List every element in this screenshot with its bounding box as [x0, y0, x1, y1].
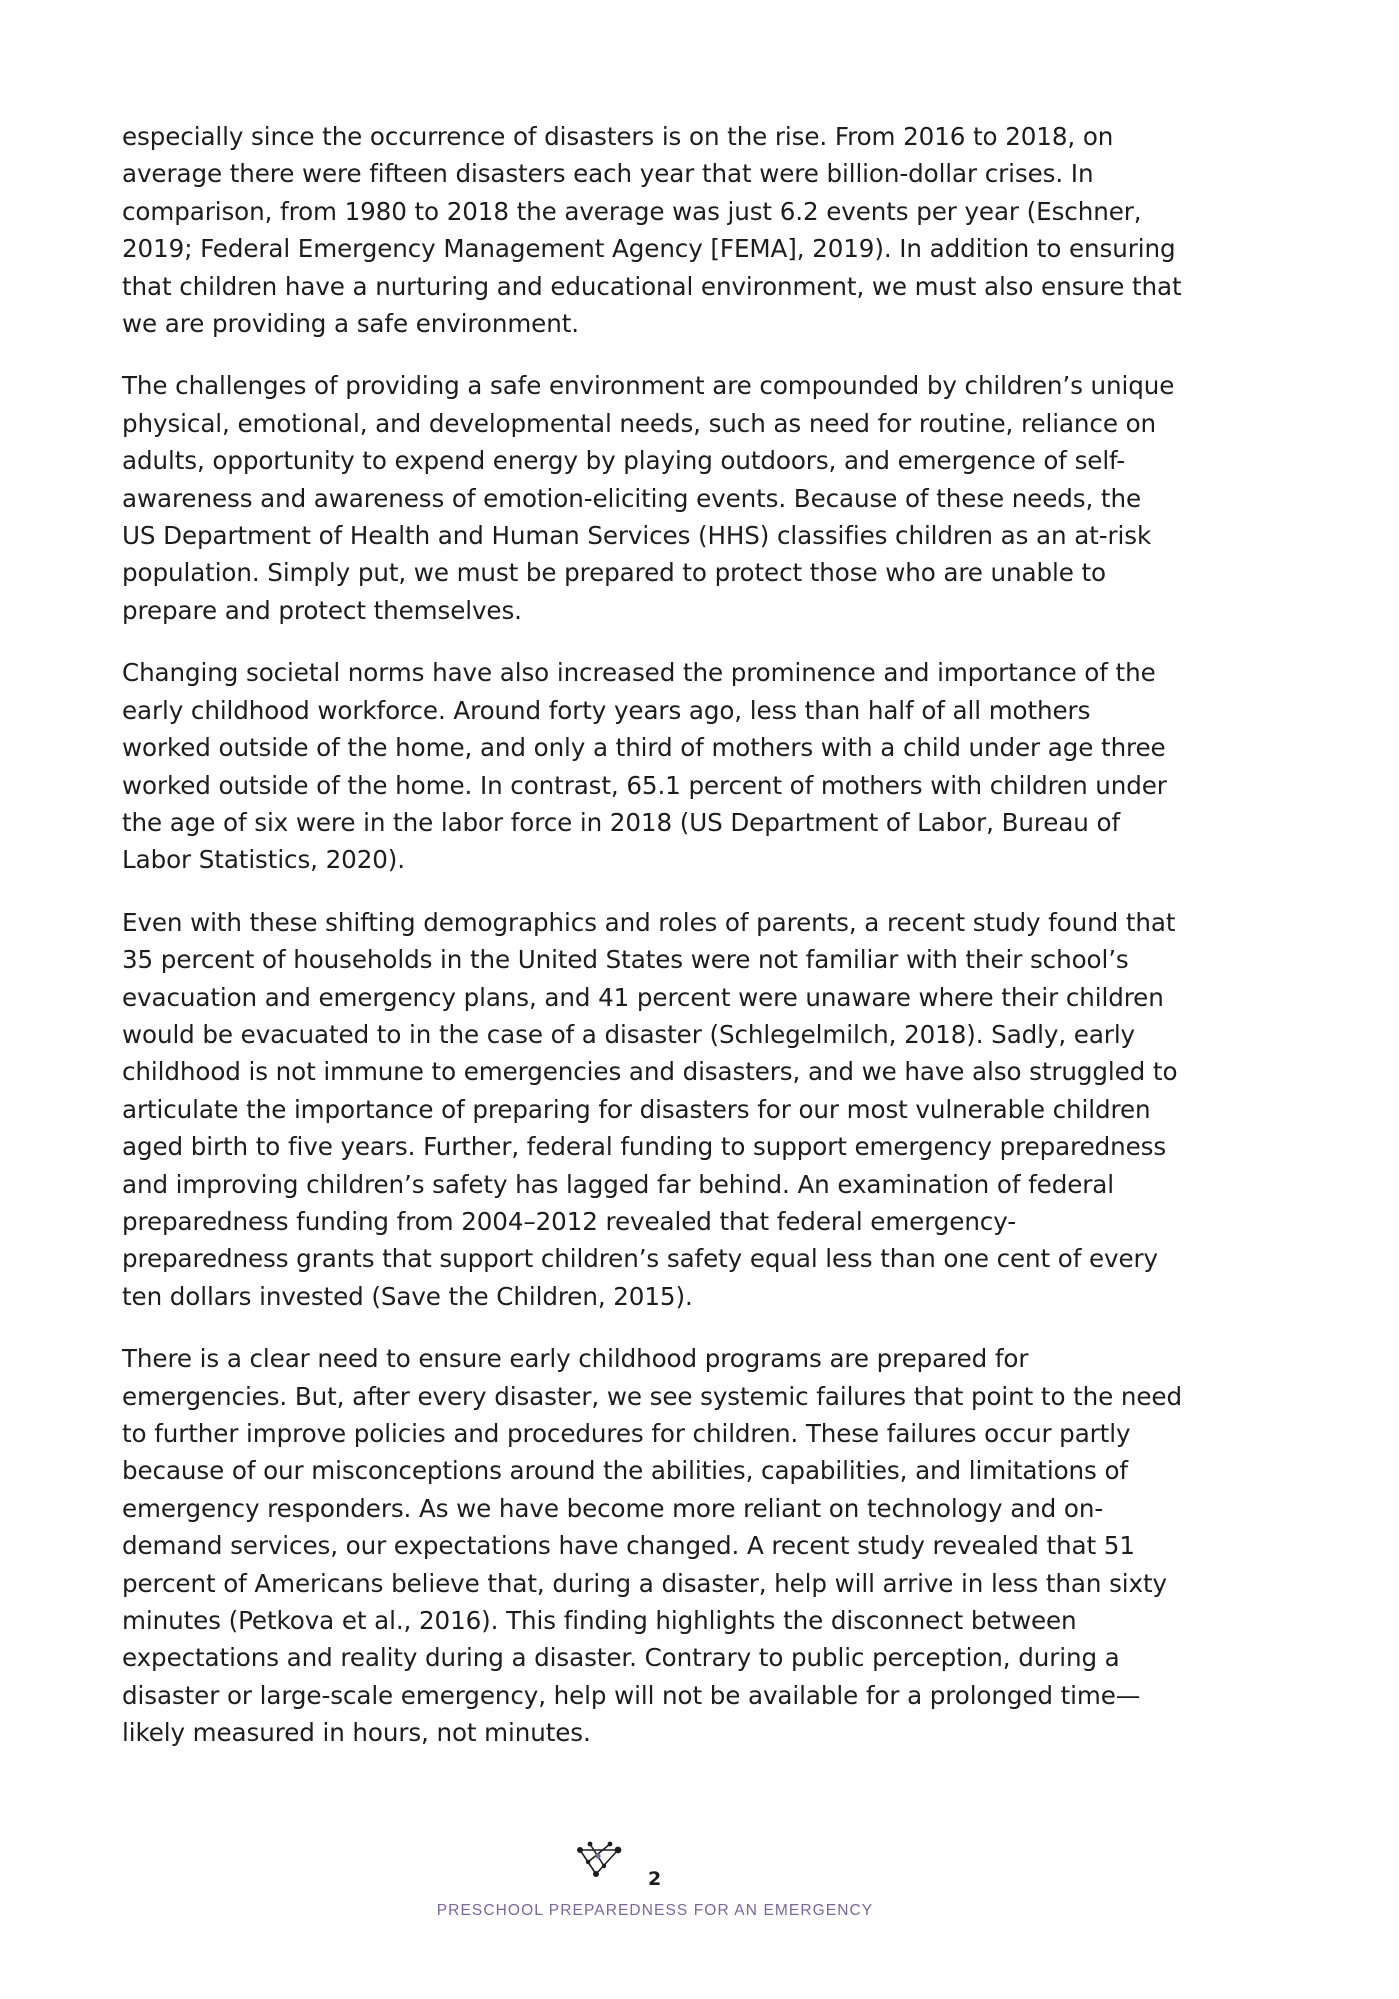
body-text [122, 118, 1182, 1777]
paragraph-2: The challenges of providing a safe environment are compounded by children’s unique physical, emotional, and developmental needs, such as need for routine, reliance on adults, opportunity to expend energy by playing outdoors, and emergence of self-awareness and awareness of emotion-eliciting events. Because of these needs, the US Department of Health and Human Services (HHS) classifies children as an at-risk population. Simply put, we must be prepared to protect those who are unable to prepare and protect themselves. [122, 371, 1175, 625]
page-number: 2 [648, 1868, 662, 1890]
paragraph-5: There is a clear need to ensure early childhood programs are prepared for emergencies. But, after every disaster, we see systemic failures that point to the need to further improve policies and procedures for children. These failures occur partly because of our misconceptions around the abilities, capabilities, and limitations of emergency responders. As we have become more reliant on technology and on-demand services, our expectations have changed. A recent study revealed that 51 percent of Americans believe that, during a disaster, help will arrive in less than sixty minutes (Petkova et al., 2016). This finding highlights the disconnect between expectations and reality during a disaster. Contrary to public perception, during a disaster or large-scale emergency, help will not be available for a prolonged time— likely measured in hours, not minutes. [122, 1344, 1182, 1748]
paragraph-3: Changing societal norms have also increased the prominence and importance of the early childhood workforce. Around forty years ago, less than half of all mothers worked outside of the home, and only a third of mothers with a child under age three worked outside of the home. In contrast, 65.1 percent of mothers with children under the age of six were in the labor force in 2018 (US Department of Labor, Bureau of Labor Statistics, 2020). [122, 658, 1167, 875]
network-star-logo-icon [574, 1840, 626, 1880]
paragraph-4: Even with these shifting demographics and roles of parents, a recent study found that 35 percent of households in the United States were not familiar with their school’s evacuation and emergency plans, and 41 percent were unaware where their children would be evacuated to in the case of a disaster (Schlegelmilch, 2018). Sadly, early childhood is not immune to emergencies and disasters, and we have also struggled to articulate the importance of preparing for disasters for our most vulnerable children aged birth to five years. Further, federal funding to support emergency preparedness and improving children’s safety has lagged far behind. An examination of federal preparedness funding from 2004–2012 revealed that federal emergency-preparedness grants that support children’s safety equal less than one cent of every ten dollars invested (Save the Children, 2015). [122, 907, 1178, 1311]
paragraph-1: especially since the occurrence of disasters is on the rise. From 2016 to 2018, on average there were fifteen disasters each year that were billion-dollar crises. In comparison, from 1980 to 2018 the average was just 6.2 events per year (Eschner, 2019; Federal Emergency Management Agency [FEMA], 2019). In addition to ensuring that children have a nurturing and educational environment, we must also ensure that we are providing a safe environment. [122, 122, 1182, 339]
footer-title: PRESCHOOL PREPAREDNESS FOR AN EMERGENCY [436, 1902, 874, 1919]
